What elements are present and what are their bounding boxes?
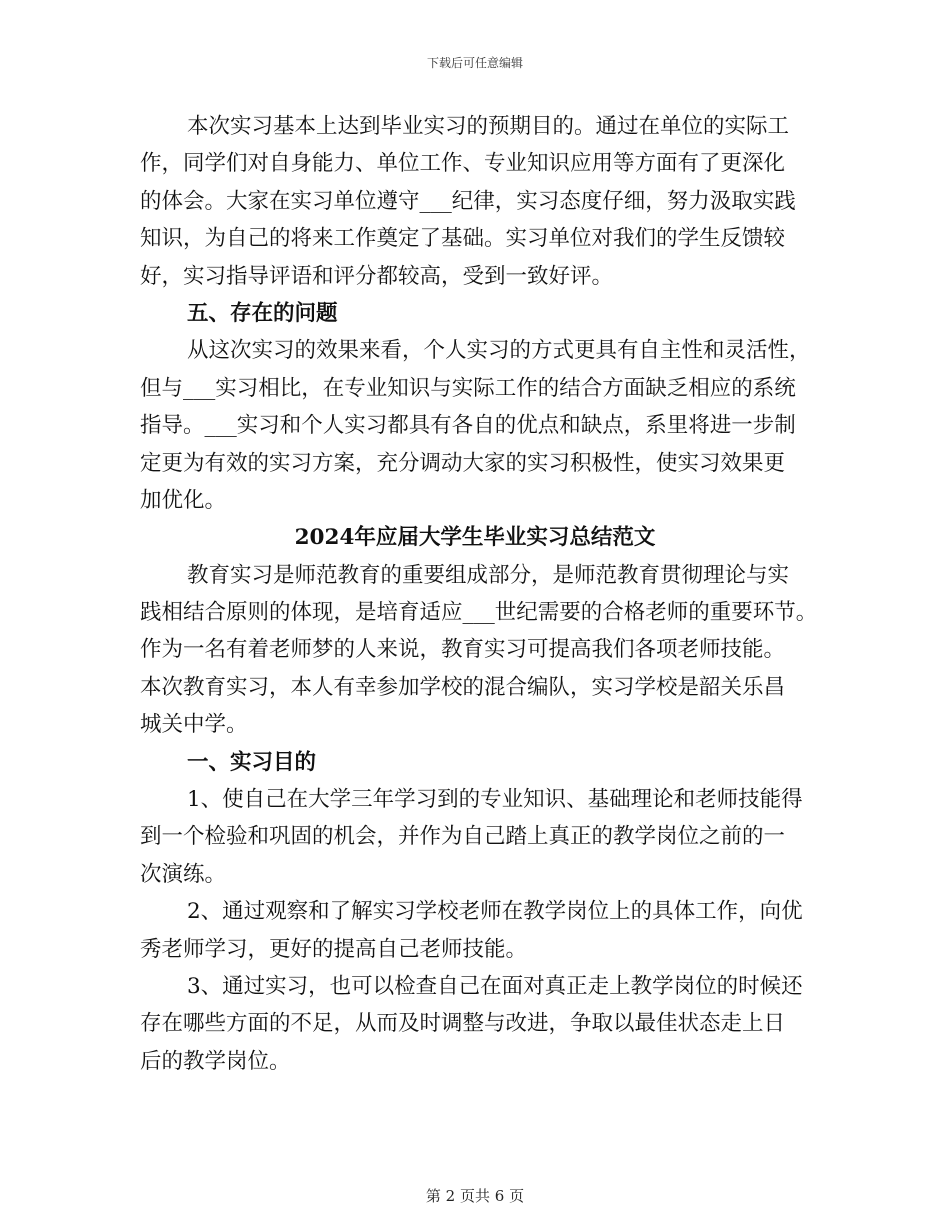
paragraph-line: 2、通过观察和了解实习学校老师在教学岗位上的具体工作，向优 <box>187 899 803 925</box>
paragraph-line: 到一个检验和巩固的机会，并作为自己踏上真正的教学岗位之前的一 <box>140 824 786 850</box>
paragraph-line: 3、通过实习，也可以检查自己在面对真正走上教学岗位的时候还 <box>187 973 803 999</box>
paragraph-line: 知识，为自己的将来工作奠定了基础。实习单位对我们的学生反馈较 <box>140 226 786 252</box>
paragraph-line: 但与___实习相比，在专业知识与实际工作的结合方面缺乏相应的系统 <box>140 375 796 401</box>
page-header: 下载后可任意编辑 <box>426 56 523 70</box>
paragraph-line: 次演练。 <box>140 861 227 887</box>
paragraph-line: 本次教育实习，本人有幸参加学校的混合编队，实习学校是韶关乐昌 <box>140 674 786 700</box>
paragraph-line: 后的教学岗位。 <box>140 1048 291 1074</box>
page-footer: 第 2 页共 6 页 <box>425 1187 525 1205</box>
paragraph-line: 1、使自己在大学三年学习到的专业知识、基础理论和老师技能得 <box>187 787 803 813</box>
paragraph-line: 作为一名有着老师梦的人来说，教育实习可提高我们各项老师技能。 <box>140 637 786 663</box>
paragraph-line: 加优化。 <box>140 487 227 513</box>
paragraph-line: 指导。___实习和个人实习都具有各自的优点和缺点，系里将进一步制 <box>140 413 796 439</box>
paragraph-line: 定更为有效的实习方案，充分调动大家的实习积极性，使实习效果更 <box>140 450 786 476</box>
paragraph-line: 秀老师学习，更好的提高自己老师技能。 <box>140 936 528 962</box>
paragraph-line: 的体会。大家在实习单位遵守___纪律，实习态度仔细，努力汲取实践 <box>140 188 796 214</box>
paragraph-line: 存在哪些方面的不足，从而及时调整与改进，争取以最佳状态走上日 <box>140 1011 786 1037</box>
document-body <box>140 108 818 1080</box>
paragraph-line: 本次实习基本上达到毕业实习的预期目的。通过在单位的实际工 <box>187 114 790 139</box>
paragraph-line: 好，实习指导评语和评分都较高，受到一致好评。 <box>140 263 614 289</box>
section-heading: 五、存在的问题 <box>187 300 338 326</box>
paragraph-line: 践相结合原则的体现，是培育适应___世纪需要的合格老师的重要环节。 <box>140 600 818 626</box>
paragraph-line: 教育实习是师范教育的重要组成部分，是师范教育贯彻理论与实 <box>187 562 790 588</box>
section-heading: 一、实习目的 <box>187 749 317 775</box>
section-heading: 2024年应届大学生毕业实习总结范文 <box>294 525 656 551</box>
paragraph-line: 城关中学。 <box>140 712 248 738</box>
paragraph-line: 从这次实习的效果来看，个人实习的方式更具有自主性和灵活性， <box>187 338 811 364</box>
paragraph-line: 作，同学们对自身能力、单位工作、专业知识应用等方面有了更深化 <box>140 151 786 177</box>
